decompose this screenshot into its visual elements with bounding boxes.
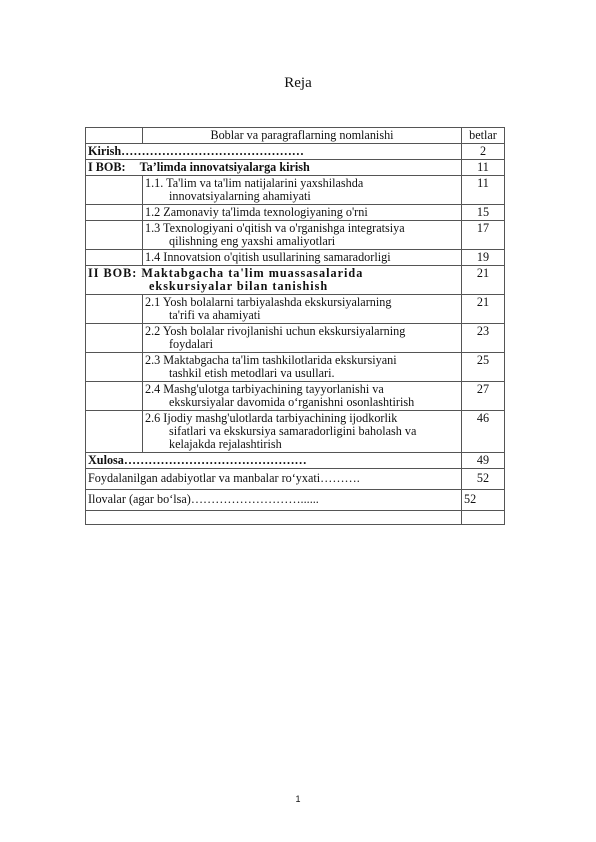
table-row (86, 353, 505, 382)
header-pages-cell: betlar (462, 128, 505, 144)
table-row (86, 160, 505, 176)
entry-2-6: 2.6 Ijodiy mashg'ulotlarda tarbiyachining ijodkorlik sifatlari va ekskursiya samaradorligini baholash va kelajakda rejalashtirish (143, 411, 462, 453)
page-2-4: 27 (462, 382, 505, 411)
table-row (86, 382, 505, 411)
entry-1-2: 1.2 Zamonaviy ta'limda texnologiyaning o'rni (143, 205, 462, 221)
header-title-cell: Boblar va paragraflarning nomlanishi (143, 128, 462, 144)
page-2-1: 21 (462, 295, 505, 324)
entry-1-4: 1.4 Innovatsion o'qitish usullarining samaradorligi (143, 250, 462, 266)
page-bob1: 11 (462, 160, 505, 176)
entry-bob2: II BOB: Maktabgacha ta'lim muassasalarida ekskursiyalar bilan tanishish (86, 266, 462, 295)
entry-bob1 (86, 160, 462, 176)
page-adabiyot: 52 (462, 469, 505, 490)
page-1-2: 15 (462, 205, 505, 221)
table-row (86, 411, 505, 453)
table-row (86, 453, 505, 469)
page-kirish: 2 (462, 144, 505, 160)
page-ilovalar: 52 (462, 490, 505, 511)
entry-xulosa: Xulosa……………………………………… (86, 453, 462, 469)
entry-2-2: 2.2 Yosh bolalar rivojlanishi uchun ekskursiyalarning foydalari (143, 324, 462, 353)
table-row (86, 469, 505, 490)
table-row (86, 490, 505, 511)
page-2-2: 23 (462, 324, 505, 353)
table-row (86, 205, 505, 221)
entry-2-1: 2.1 Yosh bolalarni tarbiyalashda ekskursiyalarning ta'rifi va ahamiyati (143, 295, 462, 324)
entry-1-1: 1.1. Ta'lim va ta'lim natijalarini yaxshilashda innovatsiyalarning ahamiyati (143, 176, 462, 205)
table-row (86, 250, 505, 266)
page-1-4: 19 (462, 250, 505, 266)
page-xulosa: 49 (462, 453, 505, 469)
page-1-1: 11 (462, 176, 505, 205)
header-empty-cell (86, 128, 143, 144)
table-row (86, 295, 505, 324)
page-number: 1 (295, 794, 301, 804)
bob1-title: Ta’limda innovatsiyalarga kirish (139, 160, 310, 174)
page-2-3: 25 (462, 353, 505, 382)
bob1-label: I BOB: (88, 160, 126, 174)
table-header-row (86, 128, 505, 144)
table-row (86, 266, 505, 295)
contents-table (85, 127, 505, 525)
entry-adabiyot: Foydalanilgan adabiyotlar va manbalar ro‘yxati………. (86, 469, 462, 490)
entry-2-3: 2.3 Maktabgacha ta'lim tashkilotlarida ekskursiyani tashkil etish metodlari va usullari. (143, 353, 462, 382)
page-title: Reja (284, 75, 312, 91)
table-row (86, 176, 505, 205)
table-row (86, 324, 505, 353)
table-row (86, 221, 505, 250)
entry-kirish: Kirish……………………………………… (86, 144, 462, 160)
page-bob2: 21 (462, 266, 505, 295)
table-row (86, 144, 505, 160)
entry-ilovalar: Ilovalar (agar bo‘lsa)………………………...... (86, 490, 462, 511)
empty-row (86, 511, 505, 525)
page-2-6: 46 (462, 411, 505, 453)
entry-2-4: 2.4 Mashg'ulotga tarbiyachining tayyorlanishi va ekskursiyalar davomida o‘rganishni osonlashtirish (143, 382, 462, 411)
entry-1-3: 1.3 Texnologiyani o'qitish va o'rganishga integratsiya qilishning eng yaxshi amaliyotlari (143, 221, 462, 250)
page-1-3: 17 (462, 221, 505, 250)
